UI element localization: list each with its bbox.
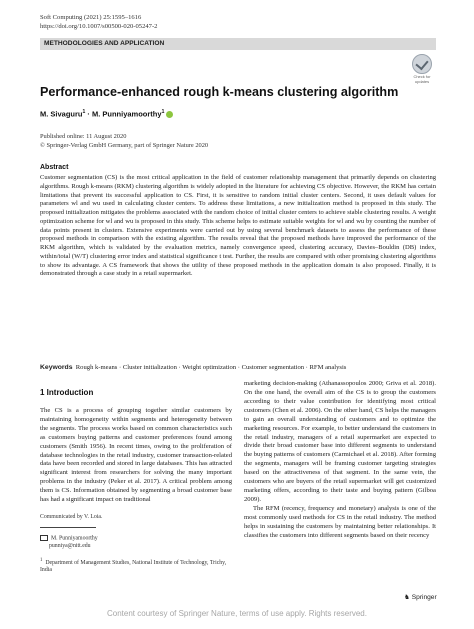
intro-paragraph: The CS is a process of grouping together similar customers by maintaining homogeneity within segments and heterogeneity between the segments. The process works based on common characteristics such as customers buying patterns and customer preferences found among customers (Smith 1956). In recent times, owing to the proliferation of database technologies in the retail industry, customer transaction-related data have been recorded and stored in large databases. This has attracted significant interest from researchers for solving the many important problems in the industry (Peker et al. 2017). A critical problem among them is CS. Information obtained by segmenting a broad customer base has had a significant impact on traditional [40, 406, 232, 504]
keywords-label: Keywords [40, 364, 73, 371]
journal-info [40, 14, 157, 31]
author-list [40, 109, 173, 119]
affil-sup: 1 [40, 557, 43, 563]
journal-citation: Soft Computing (2021) 25:1595–1616 [40, 14, 142, 21]
doi-link[interactable]: https://doi.org/10.1007/s00500-020-05247-2 [40, 22, 158, 30]
footnote-divider [40, 527, 96, 528]
publisher-name: Springer [411, 594, 437, 601]
orcid-icon[interactable] [166, 111, 173, 118]
communicated-by: Communicated by V. Loia. [40, 514, 103, 520]
section-tag: METHODOLOGIES AND APPLICATION [40, 38, 436, 50]
abstract-body: Customer segmentation (CS) is the most critical application in the field of customer relationship management that primarily depends on clustering algorithms. Rough k-means (RKM) clustering algorithm is widely adopted in the literature for achieving CS objective. However, the RKM has certain limitations that prevent its successful application to CS. First, it is sensitive to random initial cluster centers. Second, it uses default values for parameters wl and wu used in calculating cluster centers. To address these limitations, a new initialization method is proposed in this study. The proposed initialization mitigates the problems associated with the random choice of initial cluster centers to achieve stable clustering results. A weight optimization scheme for wl and wu is proposed in this study. This scheme helps to estimate suitable weights for wl and wu by counting the number of data points present in clusters. Extensive experiments were carried out by using several benchmark datasets to assess the performance of these proposed methods in comparison with the existing algorithm. The results reveal that the proposed methods have improved the performance of the RKM algorithm, which is validated by the evaluation metrics, namely convergence speed, clustering accuracy, Davies–Bouldin (DB) index, within/total (W/T) clustering error index and statistical significance t test. Further, the results are compared with other promising clustering algorithms to show its advantage. A CS framework that shows the utility of these proposed methods in the application domain is also proposed. Finally, it is demonstrated through a case study in a retail supermarket. [40, 174, 436, 278]
abstract-heading: Abstract [40, 164, 69, 171]
keywords [40, 363, 436, 372]
author-name[interactable]: M. Punniyamoorthy [91, 109, 162, 119]
check-for-updates-badge[interactable] [408, 54, 436, 82]
affiliation-text: Department of Management Studies, National Institute of Technology, Trichy, India [40, 559, 227, 573]
author-affil-sup: 1 [82, 109, 86, 115]
paper-title: Performance-enhanced rough k-means clustering algorithm [40, 85, 399, 99]
copyright-line: © Springer-Verlag GmbH Germany, part of Springer Nature 2020 [40, 141, 209, 149]
published-date: Published online: 11 August 2020 [40, 133, 127, 140]
intro-paragraph: marketing decision-making (Athanassopoulos 2000; Griva et al. 2018). On the one hand, the overall aim of the CS is to group the customers according to their value contribution for identifying most critical customers (Chen et al. 2006). On the other hand, CS helps the managers to gain an overall understanding of customers and to optimize the marketing resources. For example, to better understand the customers in the retail industry, managers of a retail supermarket are expected to divide their broad customer base into different segments to understand the buying patterns of customers (Carmichael et al. 2018). After forming the segments, managers will be framing customer targeting strategies based on the attractiveness of that segment. In the same vein, the customers who are buyers of the retail supermarket will get customized marketing offers, according to their taste and buying pattern (Gilboa 2009). [244, 380, 436, 503]
springer-horse-icon: ♞ [404, 594, 412, 601]
footnotes [40, 514, 232, 574]
right-column [244, 380, 436, 541]
badge-label: Check for updates [413, 74, 431, 84]
author-name[interactable]: M. Sivaguru [40, 109, 83, 119]
intro-paragraph: The RFM (recency, frequency and monetary) analysis is one of the most commonly used methods for CS in the retail industry. The method helps in sustaining the customers by maintaining better relationships. It classifies the customers into different segments based on their recency [244, 504, 436, 539]
corr-author-email[interactable]: punniya@nitt.edu [49, 543, 91, 550]
left-column [40, 389, 232, 505]
keywords-list: Rough k-means · Cluster initialization · Weight optimization · Customer segmentation · RFM analysis [75, 364, 347, 371]
author-affil-sup: 1 [161, 109, 165, 115]
courtesy-notice: Content courtesy of Springer Nature, terms of use apply. Rights reserved. [107, 609, 367, 618]
publisher-logo [404, 593, 437, 601]
corr-author-name: M. Punniyamoorthy [51, 535, 98, 542]
affiliation-note [40, 557, 232, 575]
envelope-icon [40, 535, 48, 541]
corresponding-author [40, 535, 232, 550]
section-heading: 1 Introduction [40, 388, 94, 397]
check-icon [412, 54, 432, 74]
author-separator: · [85, 109, 92, 119]
publication-info [40, 133, 208, 150]
